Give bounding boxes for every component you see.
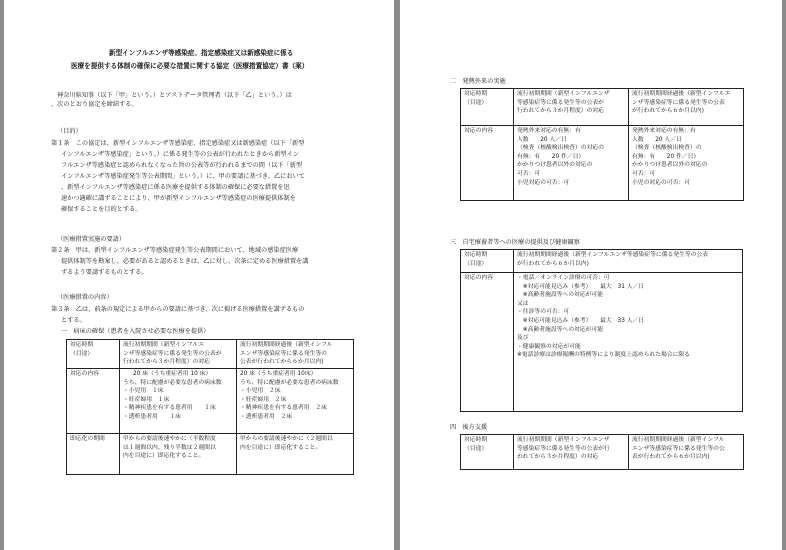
subsection-4-heading: 四 後方支援 <box>450 424 488 431</box>
table-header-cell: 流行初期期間（新型インフルエンザ 等感染症等に係る発生等の公表が 行われてから３か月程度）の対応 <box>514 89 629 126</box>
table-header-cell: 流行初期期間（新型インフルエンザ 等感染症等に係る発生等の公表が行 われてから３か月程度）の対応 <box>514 435 629 470</box>
table-cell: 甲からの要請後速やかに（半数程度 は１週間以内、残り半数は２週間以 内を目途に）即応化すること。 <box>120 434 237 475</box>
section-3-heading: （医療措置の内容） <box>57 294 113 301</box>
table-header-cell: 対応時期 （目途） <box>67 340 120 369</box>
fever-clinic-table <box>460 88 744 201</box>
table-cell: 20 床（うち重症者用 10 床） うち、特に配慮が必要な患者の病床数 ・小児用 １床 ・妊産婦用 １床 ・精神疾患を有する患者用 １床 ・透析患者用 １床 <box>120 369 237 434</box>
section-1-line: 確保することを目的とする。 <box>61 206 142 213</box>
table-row-label: 即応化の期間 <box>67 434 120 475</box>
hospital-bed-table <box>66 339 354 475</box>
table-row-label: 対応の内容 <box>461 126 514 201</box>
table-header-cell: 対応時期 （目途） <box>461 250 514 273</box>
table-header-cell: 流行初期期間経過後（新型インフル エンザ等感染症等に係る発生等の公 表が行われてから６か月以内) <box>629 435 744 470</box>
table-header-cell: 流行初期期間（新型インフルエ ンザ等感染症等に係る発生等の公表が 行われてから３か月程度）の対応 <box>120 340 237 369</box>
section-3-line: 第３条 乙は、前条の規定による甲からの要請に基づき、次に掲げる医療措置を講ずるもの <box>51 306 305 313</box>
document-page-1 <box>4 0 394 550</box>
table-header-cell: 流行初期期間経過後（新型インフル エンザ等感染症等に係る発生等の 公表が行われてから６か月以内) <box>237 340 354 369</box>
table-cell: 20 床（うち重症者用 10床） うち、特に配慮が必要な患者の病床数 ・小児用 ２床 ・妊産婦用 ２床 ・精神疾患を有する患者用 ２床 ・透析患者用 ２床 <box>237 369 354 434</box>
section-1-heading: （目的） <box>57 128 82 135</box>
section-2-heading: （医療措置実施の要請） <box>57 236 126 243</box>
section-3-line: とする。 <box>61 317 86 324</box>
table-row-label: 対応の内容 <box>67 369 120 434</box>
section-2-line: 提供体制等を勘案し、必要があると認めるときは、乙に対し、次条に定める医療措置を講 <box>61 258 309 265</box>
table-header-cell: 流行初期期間経過後（新型インフルエンザ等感染症等に係る発生等の公表 が行われてから６か月以内) <box>514 250 743 273</box>
subsection-1-heading: 一 病床の確保（患者を入院させ必要な医療を提供） <box>61 328 210 335</box>
section-1-line: 、新型インフルエンザ等感染症に係る医療を提供する体制の確保に必要な措置を迅 <box>61 184 290 191</box>
section-1-line: インフルエンザ等感染症発生等公表期間」という。）に、甲の要請に基づき、乙において <box>61 173 305 180</box>
doc-title-line2: 医療を提供する体制の確保に必要な措置に関する協定（医療措置協定）書（案） <box>71 62 309 70</box>
intro-line1: 神奈川県知事（以下「甲」という。）とアストデータ管理者（以下「乙」という。）は <box>57 92 292 99</box>
table-row-label: 対応の内容 <box>461 273 514 412</box>
section-2-line: 第２条 甲は、新型インフルエンザ等感染症発生等公表期間において、地域の感染症医療 <box>51 247 299 254</box>
section-1-line: インフルエンザ等感染症」という。）に係る発生等の公表が行われたときから新型イン <box>61 151 299 158</box>
backup-support-table <box>460 434 744 470</box>
table-cell: 発熱外来対応の有無：有 人数 20 人／日 （検査（核酸検出検査）の対応の 有無：有 20 件／日） かかりつけ患者以外の対応の 可否：可 小児対応の可否：可 <box>514 126 629 201</box>
subsection-2-heading: 二 発熱外来の実施 <box>450 78 506 85</box>
section-1-line: 第１条 この協定は、新型インフルエンザ等感染症、指定感染症又は新感染症（以下「新型 <box>51 140 305 147</box>
section-2-line: ずるよう要請するものとする。 <box>61 269 148 276</box>
table-header-cell: 対応時期 （目途） <box>461 89 514 126</box>
section-1-line: フルエンザ等感染症と認められなくなった旨の公表等が行われるまでの間（以下「新型 <box>61 162 303 169</box>
doc-title-line1: 新型インフルエンザ等感染症、指定感染症又は新感染症に係る <box>109 49 294 57</box>
document-page-2 <box>400 0 782 550</box>
home-care-table <box>460 249 743 412</box>
table-header-cell: 流行初期期間経過後（新型インフルエ ンザ等感染症等に係る発生等の公表 が行われてから６か月以内) <box>629 89 744 126</box>
table-header-cell: 対応時期 （目途） <box>461 435 514 470</box>
subsection-3-heading: 三 自宅療養者等への医療の提供及び健康観察 <box>450 239 580 246</box>
table-cell: ・電話／オンライン診療の可否：可 ※対応可能見込み（参考） 最大 31 人／日 ※高齢者施設等への対応が可能 又は ・往診等の可否：可 ※対応可能見込み（参考） 最大 33 人／日 ※高齢者施設等への対応が可能 及び ・健康観察の対応が可能 ※電話診療は診療報酬の特例等により制度上認められた場合に限る <box>514 273 743 412</box>
section-1-line: 速かつ適確に講ずることにより、甲が新型インフルエンザ等感染症の医療提供体制を <box>61 195 296 202</box>
intro-line2: 、次のとおり協定を締結する。 <box>51 101 138 108</box>
table-cell: 甲からの要請後速やかに（２週間以 内を目途に）即応化すること。 <box>237 434 354 475</box>
table-cell: 発熱外来対応の有無：有 人数 20 人／日 （検査（核酸検出検査）の 有無：有 20 件／日） かかりつけ患者以外の対応の 可否：可 小児の対応の可否：可 <box>629 126 744 201</box>
